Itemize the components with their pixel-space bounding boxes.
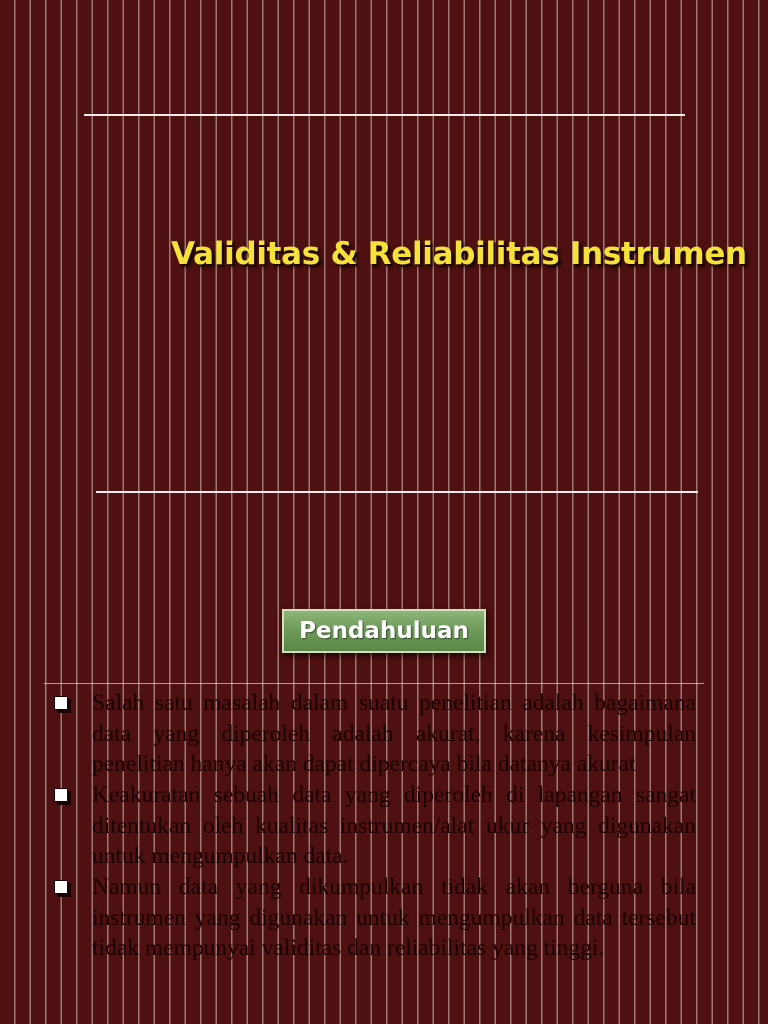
title-top-divider <box>84 114 685 116</box>
bullet-text: Salah satu masalah dalam suatu penelitian adalah bagaimana data yang diperoleh adalah akurat, karena kesimpulan penelitian hanya akan dapat dipercaya bila datanya akurat <box>92 690 696 777</box>
title-bottom-divider <box>96 491 698 493</box>
slide-title: Validitas & Reliabilitas Instrumen <box>171 236 747 272</box>
list-item <box>48 688 696 780</box>
bullet-text: Keakuratan sebuah data yang diperoleh di lapangan sangat ditentukan oleh kualitas instrumen/alat ukur yang digunakan untuk mengumpulkan data. <box>92 782 696 869</box>
checkbox-bullet-icon <box>54 788 68 802</box>
bullet-text: Namun data yang dikumpulkan tidak akan berguna bila instrumen yang digunakan untuk mengumpulkan data tersebut tidak mempunyai validitas dan reliabilitas yang tinggi. <box>92 874 696 961</box>
bullet-list <box>48 688 696 964</box>
checkbox-bullet-icon <box>54 880 68 894</box>
checkbox-bullet-icon <box>54 696 68 710</box>
list-item <box>48 872 696 964</box>
section-label-pendahuluan: Pendahuluan <box>282 609 486 653</box>
list-item <box>48 780 696 872</box>
bullet-list-divider <box>44 683 704 684</box>
